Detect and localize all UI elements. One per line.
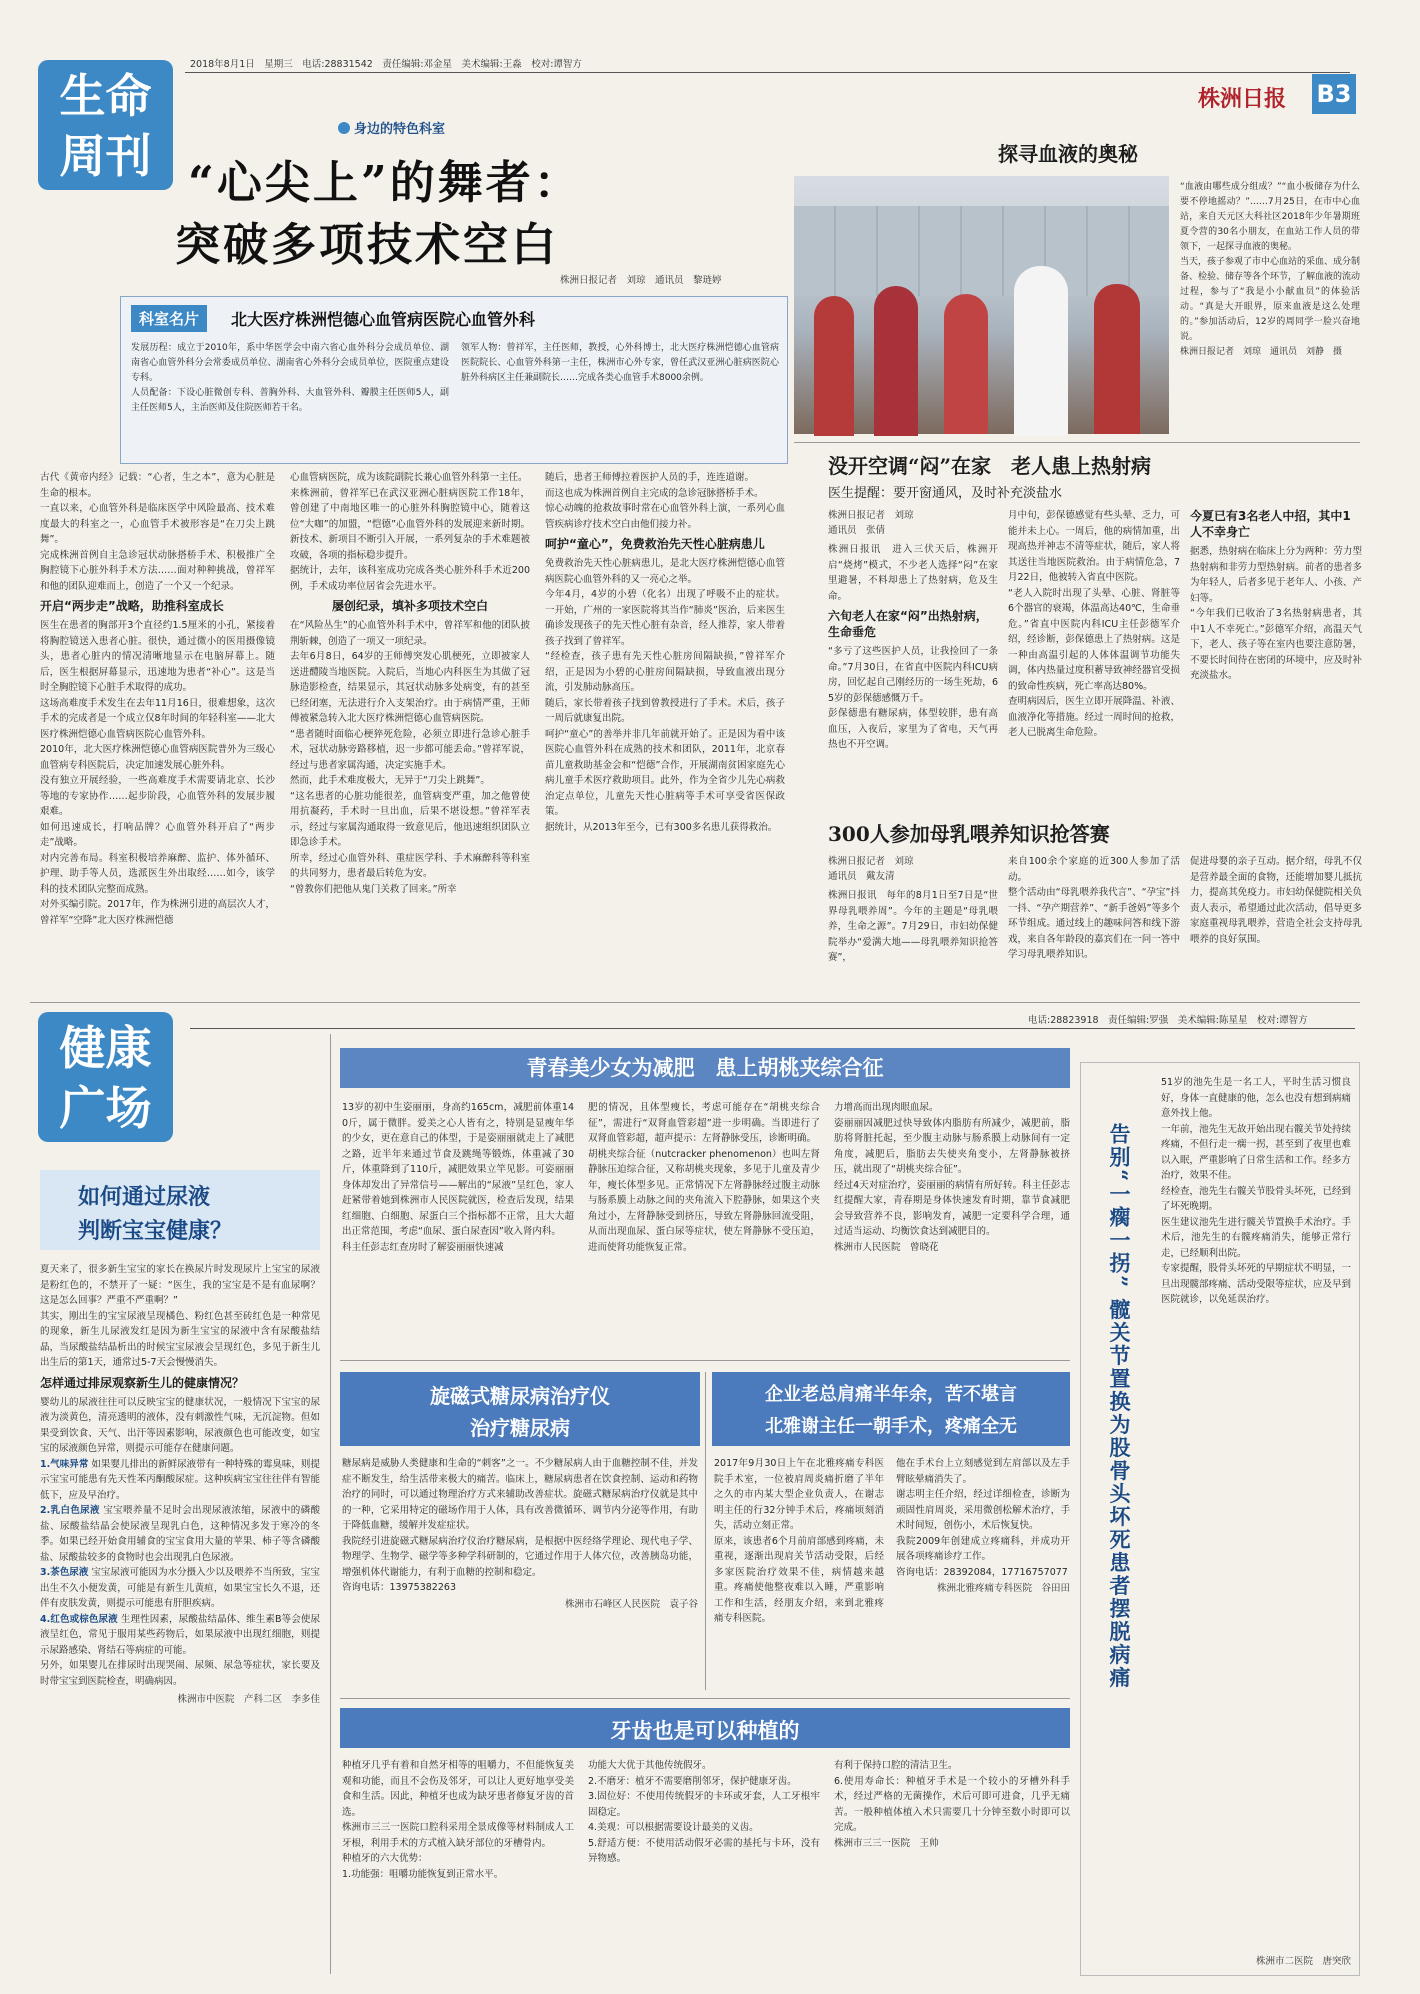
article-col-2 — [290, 470, 530, 1010]
shoulder-title-line1: 企业老总肩痛半年余，苦不堪言 — [765, 1384, 1017, 1405]
diabetes-paragraph-1: 糖尿病是威胁人类健康和生命的“刺客”之一。不少糖尿病人由于血糖控制不佳，并发症不断发生，给生活带来极大的痛苦。临床上，糖尿病患者在饮食控制、运动和药物治疗的同时，可以通过物理治疗方式来辅助改善症状。旋磁式糖尿病治疗仪就是其中的一种，它采用特定的磁场作用于人体，具有改善微循环、调节内分泌等作用，有助于降低血糖，缓解并发症症状。 — [342, 1458, 698, 1531]
col3-subheading: 呵护“童心”，免费救治先天性心脏病患儿 — [545, 537, 765, 551]
urine-paragraph-1: 夏天来了，很多新生宝宝的家长在换尿片时发现尿片上宝宝的尿液是粉红色的，不禁开了一疑：“医生，我的宝宝是不是有血尿啊？这是怎么回事？严重不严重啊？” 其实，刚出生的宝宝尿液呈现橘色、粉红色甚至砖红色是一种常见的现象，新生儿尿液发红是因为新生宝宝的尿液中含有尿酸盐结晶，当尿酸盐结晶析出的时候宝宝尿液会呈现红色，多见于新生儿出生后的第1天，通常过5-7天会慢慢消失。 — [40, 1264, 320, 1368]
heatstroke-text-1b: “多亏了这些医护人员，让我捡回了一条命。”7月30日，在省直中医院内科ICU病房，回忆起自己刚经历的一场生死劫，65岁的彭保德感慨万千。 彭保德患有糖尿病，体型较胖，患有高血压，入夜后，家里为了省电，天气再热也不开空调。 — [828, 646, 998, 750]
headline-line2: 突破多项技术空白 — [175, 218, 560, 271]
col2-paragraph-2: 在“风险丛生”的心血管外科手术中，曾祥军和他的团队披荆斩棘，创造了一项又一项纪录。 去年6月8日，64岁的王师傅突发心肌梗死，立即被家人送进醴陵当地医院。入院后，当地心内科医生为其做了冠脉造影检查，结果显示，其冠状动脉多处病变，有的甚至已经闭塞，无法进行介入支架治疗。由于病情严重，王师傅被紧急转入北大医疗株洲恺德心血管病医院。 “患者随时面临心梗猝死危险，必须立即进行急诊心脏手术，冠状动脉旁路移植，迟一步都可能丢命。”曾祥军说，经过与患者家属沟通，决定实施手术。 然而，此手术难度极大，无异于“刀尖上跳舞”。 “这名患者的心脏功能很差，血管病变严重，加之他曾使用抗凝药，手术时一旦出血，后果不堪设想。”曾祥军表示，经过与家属沟通取得一致意见后，他迅速组织团队立即急诊手术。 所幸，经过心血管外科、重症医学科、手术麻醉科等科室的共同努力，患者最后转危为安。 “曾教你们把他从鬼门关救了回来。”所幸 — [290, 620, 530, 895]
nutcracker-col-1: 13岁的初中生姿丽丽，身高约165cm，减肥前体重140斤，属于微胖。爱美之心人皆有之，特别是显瘦年华的少女，更在意自己的体型，于是姿丽丽就走上了减肥之路，近半年来通过节食及跳绳等锻炼，体重减了30斤，体重降到了110斤，减肥效果立竿见影。可姿丽丽身体却发出了异常信号——解出的“尿液”呈红色，家人赶紧带着她到株洲市人民医院就医，检查后发现，结果红细胞、白细胞、尿蛋白三个指标都不正常，且大大超出正常范围，考虑“血尿、蛋白尿查因”收入肾内科。 科主任彭志红查房时了解姿丽丽快速减 — [342, 1102, 574, 1253]
urine-item-4-label: 4.红色或棕色尿液 — [40, 1613, 118, 1625]
shoulder-credit: 株洲北雅疼痛专科医院 谷田田 — [936, 1583, 1070, 1594]
column-tag — [338, 118, 445, 137]
teeth-rule — [340, 1698, 1070, 1699]
urine-item-1-label: 1.气味异常 — [40, 1458, 89, 1470]
joint-sidebar — [1080, 1062, 1360, 1976]
urine-item-3-label: 3.茶色尿液 — [40, 1567, 89, 1578]
teeth-title-box — [340, 1708, 1070, 1748]
urine-item-4 — [40, 1612, 320, 1659]
heatstroke-text-3: 据悉，热射病在临床上分为两种：劳力型热射病和非劳力型热射病。前者的患者多为年轻人，后者多见于老年人、小孩、产妇等。 “今年我们已收治了3名热射病患者，其中1人不幸死亡。”彭德军介绍，高温天气下，老人、孩子等在室内也要注意防暑，不要长时间待在密闭的环境中，应及时补充淡盐水。 — [1190, 546, 1362, 681]
col3-paragraph-1: 随后，患者王师傅拉着医护人员的手，连连道谢。 而这也成为株洲首例自主完成的急诊冠脉搭桥手术。 惊心动魄的抢救故事时常在心血管外科上演，一系列心血管疾病诊疗技术空白由他们接力补。 — [545, 472, 785, 530]
bottom-header-info: 电话:28823918 责任编辑:罗强 美术编辑:陈星星 校对:谭智方 — [1028, 1015, 1308, 1026]
newspaper-logo: 株洲日报 — [1198, 86, 1287, 112]
urine-item-3 — [40, 1565, 320, 1612]
joint-credit: 株洲市二医院 唐突欣 — [1255, 1956, 1351, 1967]
heatstroke-sub-2: 今夏已有3名老人中招，其中1人不幸身亡 — [1190, 509, 1351, 539]
bottom-header-rule — [190, 1028, 1355, 1029]
diabetes-credit: 株洲市石峰区人民医院 袁子谷 — [564, 1598, 698, 1610]
urine-item-2 — [40, 1503, 320, 1565]
heatstroke-byline: 株洲日报记者 刘琼 通讯员 张倩 — [828, 510, 914, 536]
urine-paragraph-2: 婴幼儿的尿液往往可以反映宝宝的健康状况，一般情况下宝宝的尿液为淡黄色，清亮透明的液体，没有刺激性气味，无沉淀物。但如果受到饮食、天气、出汗等因素影响，尿液颜色也可能改变，如宝宝的尿液颜色异常，则提示可能存在健康问题。 — [40, 1396, 320, 1454]
breastfeeding-col-3: 促进母婴的亲子互动。据介绍，母乳不仅是营养最全面的食物，还能增加婴儿抵抗力，提高其免疫力。市妇幼保健院相关负责人表示，希望通过此次活动，倡导更多家庭重视母乳喂养，营造全社会支持母乳喂养的良好氛围。 — [1190, 856, 1362, 945]
header-info: 2018年8月1日 星期三 电话:28831542 责任编辑:邓金星 美术编辑:王淼 校对:谭智方 — [190, 59, 582, 70]
nutcracker-col-2: 肥的情况，且体型瘦长，考虑可能存在“胡桃夹综合征”，需进行“双肾血管彩超”进一步明确。当即进行了双肾血管彩超，超声提示：左肾静脉受压，诊断明确。 胡桃夹综合征（nutcracker phenomenon）也叫左肾静脉压迫综合征，又称胡桃夹现象，多见于儿童及青少年，瘦长体型多见。正常情况下左肾静脉经过腹主动脉与肠系膜上动脉之间的夹角流入下腔静脉，如果这个夹角过小，左肾静脉受到挤压，导致左肾静脉回流受阻，从而出现血尿、蛋白尿等症状，使左肾静脉不受压迫，进而使肾功能恢复正常。 — [588, 1102, 820, 1253]
photo-person-4 — [1014, 266, 1068, 436]
col2-paragraph-1: 心血管病医院，成为该院副院长兼心血管外科第一主任。 来株洲前，曾祥军已在武汉亚洲心脏病医院工作18年，曾创建了中南地区唯一的心脏外科胸腔镜中心，随着这位“大咖”的加盟，“恺德”心血管外科的发展迎来新时期。新技术、新项目不断引入开展，一系列复杂的手术难题被攻破，各项的指标稳步提升。 据统计，去年，该科室成功完成各类心脏外科手术近200例，手术成功率位居省会先进水平。 — [290, 472, 530, 592]
breastfeeding-title: 300人参加母乳喂养知识抢答赛 — [828, 822, 1110, 846]
urine-item-1 — [40, 1457, 320, 1504]
diabetes-title-line2: 治疗糖尿病 — [470, 1416, 570, 1440]
breastfeeding-col-2: 来自100余个家庭的近300人参加了活动。 整个活动由“母乳喂养我代言”、“孕宝”抖一抖、“孕产期营养”、“新手爸妈”等多个环节组成。通过线上的趣味问答和线下游戏，来自各年龄段的嘉宾们在一问一答中学习母乳喂养知识。 — [1008, 856, 1180, 960]
masthead-health-line2: 广场 — [59, 1081, 152, 1135]
heatstroke-text-1: 株洲日报讯 进入三伏天后，株洲开启“烧烤”模式，不少老人选择“闷”在家里避暑，不料却患上了热射病，危及生命。 — [828, 544, 998, 602]
heatstroke-col-1 — [828, 508, 998, 802]
urine-title-box — [40, 1170, 320, 1250]
nutcracker-col-3: 力增高而出现肉眼血尿。 姿丽丽因减肥过快导致体内脂肪有所减少，减肥前，脂肪将肾脏托起，至少腹主动脉与肠系膜上动脉间有一定角度，减肥后，脂肪去失使夹角变小，左肾静脉被挤压，就出现了“胡桃夹综合征”。 经过4天对症治疗，姿丽丽的病情有所好转。科主任彭志红提醒大家，青春期是身体快速发育时期，靠节食减肥会导致营养不良，影响发育，减肥一定要科学合理，通过适当运动、均衡饮食达到减肥目的。 株洲市人民医院 曾晓花 — [834, 1102, 1070, 1253]
heatstroke-col-3 — [1190, 508, 1362, 809]
article-col-1 — [40, 470, 275, 926]
breastfeeding-col-1 — [828, 854, 998, 984]
dept-label: 科室名片 — [131, 305, 207, 332]
photo-title: 探寻血液的奥秘 — [998, 142, 1138, 166]
teeth-col-2: 功能大大优于其他传统假牙。 2.不磨牙：植牙不需要磨削邻牙，保护健康牙齿。 3.固位好：不使用传统假牙的卡环或牙套，人工牙根牢固稳定。 4.美观：可以根据需要设计最美的义齿。 5.舒适方便：不使用活动假牙必需的基托与卡环，没有异物感。 — [588, 1760, 820, 1864]
page-number: B3 — [1312, 74, 1356, 114]
urine-divider — [330, 1034, 331, 1974]
teeth-col-3: 有利于保持口腔的清洁卫生。 6.使用寿命长：种植牙手术是一个较小的牙槽外科手术，经过严格的无菌操作，术后可即可进食，几乎无痛苦。一般种植体植入术只需要几十分钟至数小时即可以完成。 株洲市三三一医院 王帅 — [834, 1760, 1070, 1849]
urine-article — [40, 1262, 320, 1705]
photo-caption: “血液由哪些成分组成？”“血小板储存为什么要不停地摇动？”……7月25日，在市中心血站，来自天元区大科社区2018年少年暑期班夏令营的30名小朋友，在血站工作人员的带领下，一起探寻血液的奥秘。 当天，孩子参观了市中心血站的采血、成分制备、检验、储存等各个环节，了解血液的流动过程，参与了“我是小小献血员”的体验活动。“真是大开眼界，原来血液是这么处理的。”参加活动后，12岁的周同学一脸兴奋地说。 株洲日报记者 刘琼 通讯员 刘静 摄 — [1180, 182, 1361, 357]
heatstroke-sub-1: 六旬老人在家“闷”出热射病，生命垂危 — [828, 609, 988, 639]
urine-subheading: 怎样通过排尿观察新生儿的健康情况？ — [40, 1375, 245, 1390]
breastfeeding-text-1: 株洲日报讯 每年的8月1日至7日是“世界母乳喂养周”。今年的主题是“母乳喂养，生命之源”。7月29日，市妇幼保健院举办“爱满大地——母乳喂养知识抢答赛”， — [828, 890, 998, 963]
masthead-health-line1: 健康 — [59, 1021, 152, 1075]
shoulder-text-2: 他在手术台上立刻感觉到左肩部以及左手臂眩晕痛消失了。 谢志明主任介绍，经过详细检查，诊断为顽固性肩周炎，采用微创松解术治疗，手术时间短，创伤小，术后恢复快。 我院2009年创建成立疼痛科，并成功开展各项疼痛诊疗工作。 咨询电话：28392084，17716757077 — [896, 1458, 1070, 1578]
urine-paragraph-3: 另外，如果婴儿在排尿时出现哭闹、尿频、尿急等症状，家长要及时带宝宝到医院检查，明确病因。 — [40, 1660, 320, 1687]
feature-photo — [794, 176, 1169, 434]
urine-title-line2: 判断宝宝健康？ — [78, 1218, 233, 1244]
col1-subheading: 开启“两步走”战略，助推科室成长 — [40, 599, 224, 613]
col1-paragraph-2: 医生在患者的胸部开3个直径约1.5厘米的小孔，紧接着将胸腔镜送入患者心脏。很快，通过微小的医用摄像镜头，患者心脏内的情况清晰地显示在电脑屏幕上。随后，医生根据屏幕显示，迅速地为患者“补心”。这是当时全胸腔镜下心脏手术取得的成功。 这场高难度手术发生在去年11月16日，很难想象，这次手术的完成者是一个成立仅8年时间的年轻科室——北大医疗株洲恺德心血管病医院心血管外科。 2010年，北大医疗株洲恺德心血管病医院普外为三级心血管病专科医院后，决定加速发展心脏外科。 没有独立开展经验，一些高难度手术需要请北京、长沙等地的专家协作……起步阶段，心血管外科的发展步履艰难。 如何迅速成长，打响品牌？心血管外科开启了“两步走”战略。 对内完善布局。科室积极培养麻醉、监护、体外循环、护理、助手等人员，选派医生外出取经……如今，该学科的技术团队完整而成熟。 对外买编引院。2017年，作为株洲引进的高层次人才，曾祥军“空降”北大医疗株洲恺德 — [40, 620, 275, 926]
dept-card-right: 领军人物：曾祥军，主任医师，教授，心外科博士，北大医疗株洲恺德心血管病医院院长、心血管外科第一主任，株洲市心外专家，曾任武汉亚洲心脏病医院心脏外科病区主任兼副院长……完成各类心血管手术8000余例。 — [461, 343, 779, 383]
urine-title-line1: 如何通过尿液 — [78, 1184, 211, 1210]
diabetes-title-box — [340, 1372, 700, 1446]
diabetes-title-line1: 旋磁式糖尿病治疗仪 — [430, 1384, 610, 1408]
joint-title: 告别“一瘸一拐” 髋关节置换为股骨头坏死患者摆脱病痛 — [1107, 1123, 1132, 1690]
urine-credit: 株洲市中医院 产科二区 李多佳 — [177, 1694, 320, 1705]
shoulder-title-box — [712, 1372, 1070, 1446]
tag-label: 身边的特色科室 — [354, 122, 446, 137]
photo-person-2 — [874, 286, 918, 436]
header-rule — [185, 72, 1350, 73]
headline-byline: 株洲日报记者 刘琼 通讯员 黎琏婷 — [560, 275, 722, 286]
masthead-line1: 生命 — [59, 69, 152, 123]
diabetes-paragraph-2: 我院经引进旋磁式糖尿病治疗仪治疗糖尿病，是根据中医经络学理论、现代电子学、物理学、生物学、磁学等多种学科研制的，它通过作用于人体穴位，改善胰岛功能，增强机体代谢能力，有利于血糖的控制和稳定。 咨询电话：13975382263 — [342, 1535, 698, 1593]
masthead-life — [38, 60, 173, 190]
urine-item-3-text: 宝宝尿液可能因为水分摄入少以及喂养不当所致，宝宝出生不久小便发黄，可能是有新生儿黄疸，如果宝宝长久不退，还伴有皮肤发黄，则提示可能患有肝胆疾病。 — [40, 1567, 320, 1609]
nutcracker-title: 青春美少女为减肥 患上胡桃夹综合征 — [340, 1048, 1070, 1088]
photo-person-3 — [944, 294, 988, 434]
col2-subheading: 屡创纪录，填补多项技术空白 — [331, 599, 488, 613]
dept-name: 北大医疗株洲恺德心血管病医院心血管外科 — [231, 310, 536, 329]
dept-card — [120, 296, 788, 464]
masthead-health — [38, 1012, 173, 1142]
tag-icon — [338, 122, 350, 134]
shoulder-divider — [705, 1372, 706, 1690]
shoulder-title-line2: 北雅谢主任一朝手术，疼痛全无 — [765, 1416, 1017, 1437]
teeth-title: 牙齿也是可以种植的 — [610, 1718, 800, 1743]
headline-line1: “心尖上”的舞者： — [188, 156, 582, 209]
col1-paragraph-1: 古代《黄帝内经》记载：“心者，生之本”，意为心脏是生命的根本。 一直以来，心血管外科是临床医学中风险最高、技术难度最大的科室之一，心血管手术被形容是“在刀尖上跳舞”。 完成株洲首例自主急诊冠状动脉搭桥手术、积极推广全胸腔镜下心脏外科手术方法……面对种种挑战，曾祥军和他的团队迎难而上，创造了一个又一个纪录。 — [40, 472, 275, 592]
photo-person-1 — [814, 296, 854, 436]
heatstroke-title: 没开空调“闷”在家 老人患上热射病 — [828, 454, 1152, 478]
article-col-3 — [545, 470, 785, 956]
joint-text: 51岁的池先生是一名工人，平时生活习惯良好，身体一直健康的他，怎么也没有想到病痛意外找上他。 一年前，池先生无故开始出现右髋关节处持续疼痛，不但行走一瘸一拐，甚至到了夜里也难以入眠，严重影响了日常生活和工作。经多方治疗，效果不佳。 经检查，池先生右髋关节股骨头坏死，已经到了坏死晚期。 医生建议池先生进行髋关节置换手术治疗。手术后，池先生的右髋疼痛消失，能够正常行走，已经顺利出院。 专家提醒，股骨头坏死的早期症状不明显，一旦出现髋部疼痛、活动受限等症状，应及早到医院就诊，以免延误治疗。 — [1161, 1077, 1352, 1305]
shoulder-col-2 — [896, 1456, 1070, 1594]
masthead-line2: 周刊 — [59, 129, 152, 183]
breastfeeding-byline: 株洲日报记者 刘琼 通讯员 戴友清 — [828, 856, 914, 882]
urine-item-4-text: 生理性因素，尿酸盐结晶体、维生素B等会使尿液呈红色，常见于服用某些药物后，如果尿液中出现红细胞，则提示尿路感染、肾结石等病症的可能。 — [40, 1613, 320, 1656]
page-divider — [30, 1002, 1360, 1003]
photo-rule — [794, 442, 1360, 443]
photo-shelf — [794, 206, 1169, 296]
urine-item-1-text: 如果婴儿排出的新鲜尿液带有一种特殊的霉臭味，则提示宝宝可能患有先天性苯丙酮酸尿症。这种疾病宝宝往往伴有智能低下，应及早治疗。 — [40, 1458, 320, 1501]
teeth-col-1: 种植牙几乎有着和自然牙相等的咀嚼力，不但能恢复美观和功能，而且不会伤及邻牙，可以让人更好地享受美食和生活。因此，种植牙也成为缺牙患者修复牙齿的首选。 株洲市三三一医院口腔科采用全景成像等材料制成人工牙根，利用手术的方式植入缺牙部位的牙槽骨内。 种植牙的六大优势： 1.功能强：咀嚼功能恢复到正常水平。 — [342, 1760, 574, 1880]
photo-person-5 — [1094, 284, 1140, 434]
diabetes-article — [342, 1456, 698, 1610]
dept-card-left: 发展历程：成立于2010年，系中华医学会中南六省心血外科分会成员单位、湖南省心血管外科分会常委成员单位、湖南省心外科分会成员单位，医院重点建设专科。 人员配备：下设心脏微创专科、普胸外科、大血管外科、瓣膜主任医师5人，副主任医师5人，主治医师及住院医师若干名。 — [131, 343, 449, 413]
heatstroke-col-2: 月中旬，彭保德感觉有些头晕、乏力，可能并未上心。一周后，他的病情加重，出现高热并神志不清等症状，随后，家人将其送往当地医院救治。由于病情危急，7月22日，他被转入省直中医院。 “老人入院时出现了头晕、心脏、肾脏等6个器官的衰竭，体温高达40℃，生命垂危。”省直中医院内科ICU主任彭德军介绍，经诊断，彭保德患上了热射病。这是一种由高温引起的人体体温调节功能失调，体内热量过度积蓄导致神经器官受损的致命性疾病，死亡率高达80%。 查明病因后，医生立即开展降温、补液、血液净化等措施。经过一周时间的抢救，老人已脱离生命危险。 — [1008, 510, 1180, 738]
urine-item-2-text: 宝宝喂养量不足时会出现尿液浓缩，尿液中的磷酸盐、尿酸盐结晶会使尿液呈现乳白色，这种情况多发于寒冷的冬季。如果已经开始食用辅食的宝宝食用大量的苹果、柿子等含磷酸盐、尿酸盐较多的食物时也会出现乳白色尿液。 — [40, 1505, 320, 1563]
nutcracker-rule — [340, 1360, 1070, 1361]
urine-item-2-label: 2.乳白色尿液 — [40, 1505, 100, 1516]
heatstroke-subtitle: 医生提醒：要开窗通风，及时补充淡盐水 — [828, 486, 1063, 501]
shoulder-col-1: 2017年9月30日上午在北雅疼痛专科医院手术室，一位被肩周炎痛折磨了半年之久的市内某大型企业负责人，在谢志明主任的行32分钟手术后，疼痛顷刻消失，活动立刻正常。 原来，该患者6个月前肩部感到疼痛，未重视，逐渐出现肩关节活动受限，后经多家医院治疗效果不佳，病情越来越重。疼痛使他整夜难以入睡，严重影响工作和生活，经朋友介绍，来到北雅疼痛专科医院。 — [714, 1458, 884, 1624]
col3-paragraph-2: 免费救治先天性心脏病患儿，是北大医疗株洲恺德心血管病医院心血管外科的又一亮心之举。 今年4月，4岁的小碧（化名）出现了呼吸不止的症状。一开始，广州的一家医院将其当作“肺炎”医治，后来医生确诊发现孩子的先天性心脏有杂音，经人推荐，家人带着孩子找到了曾祥军。 “经检查，孩子患有先天性心脏房间隔缺损，”曾祥军介绍，正是因为小碧的心脏房间隔缺损，导致血液出现分流，引发肺动脉高压。 随后，家长带着孩子找到曾教授进行了手术。术后，孩子一周后就康复出院。 呵护“童心”的善举并非几年前就开始了。正是因为看中该医院心血管外科在成熟的技术和团队，2011年，北京春苗儿童救助基金会和“恺德”合作，开展湖南贫困家庭先心病儿童手术医疗救助项目。此外，作为全省少儿先心病救治定点单位，儿童先天性心脏病等手术可享受省医保政策。 据统计，从2013年至今，已有300多名患儿获得救治。 — [545, 558, 785, 833]
